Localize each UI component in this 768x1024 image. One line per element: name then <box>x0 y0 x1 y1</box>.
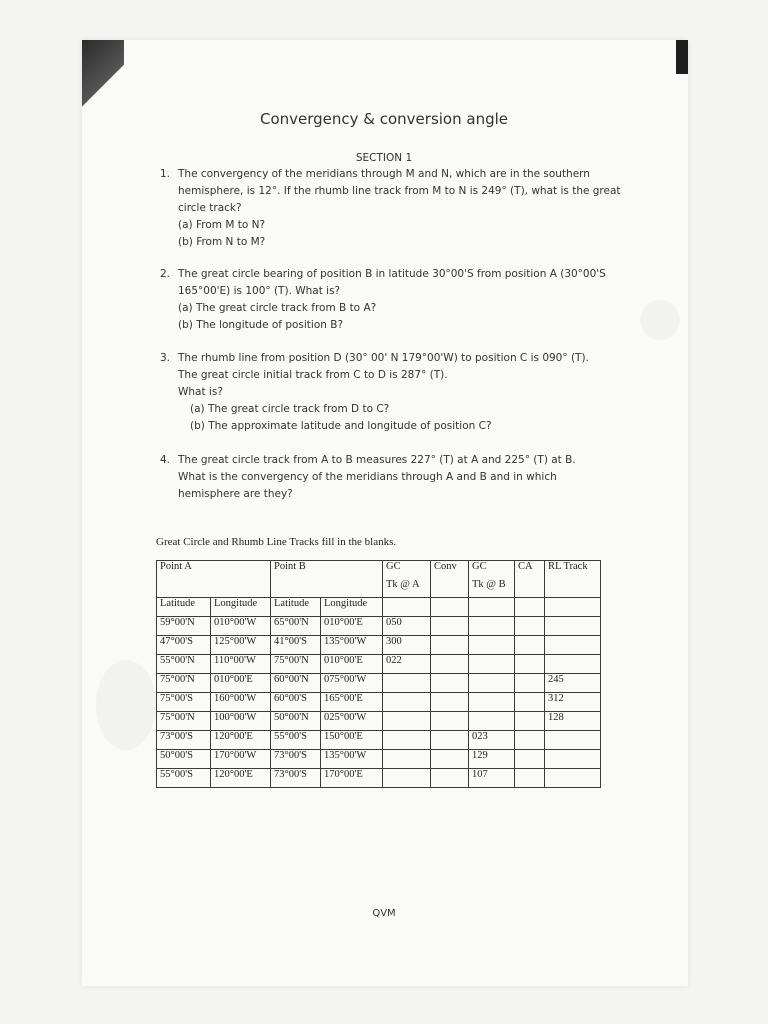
table-cell: 120°00'E <box>211 731 271 750</box>
table-cell: 73°00'S <box>271 769 321 788</box>
table-row <box>157 617 601 636</box>
table-cell: 75°00'N <box>157 674 211 693</box>
table-cell: 50°00'S <box>157 750 211 769</box>
question-line: (b) The approximate latitude and longitude of position C? <box>190 420 492 432</box>
header-ca: CA <box>515 561 545 598</box>
table-cell <box>515 712 545 731</box>
table-row <box>157 712 601 731</box>
paper-smudge <box>96 660 156 750</box>
table-cell: 129 <box>469 750 515 769</box>
table-cell <box>431 617 469 636</box>
table-cell <box>383 674 431 693</box>
table-row <box>157 731 601 750</box>
table-cell: 73°00'S <box>271 750 321 769</box>
table-cell: 60°00'N <box>271 674 321 693</box>
table-cell <box>431 731 469 750</box>
page-title: Convergency & conversion angle <box>259 110 509 128</box>
question-number: 4. <box>160 454 171 466</box>
table-cell: 050 <box>383 617 431 636</box>
table-cell: 55°00'N <box>157 655 211 674</box>
table-cell <box>431 769 469 788</box>
table-cell: 010°00'W <box>211 617 271 636</box>
table-cell <box>545 617 601 636</box>
table-cell <box>383 598 431 617</box>
table-row <box>157 769 601 788</box>
table-cell <box>545 636 601 655</box>
table-cell <box>545 655 601 674</box>
question-line: The great circle track from A to B measures 227° (T) at A and 225° (T) at B. <box>178 454 576 466</box>
question-line: (b) From N to M? <box>178 236 266 248</box>
table-cell <box>431 674 469 693</box>
table-cell <box>383 750 431 769</box>
table-cell: 75°00'N <box>157 712 211 731</box>
table-cell <box>545 731 601 750</box>
table-cell: 73°00'S <box>157 731 211 750</box>
table-cell <box>383 731 431 750</box>
table-cell <box>431 655 469 674</box>
table-cell <box>515 617 545 636</box>
question-line: The convergency of the meridians through M and N, which are in the southern <box>178 168 590 180</box>
table-cell <box>431 598 469 617</box>
header-gc-a-sub: Tk @ A <box>383 579 431 598</box>
table-cell <box>431 750 469 769</box>
table-cell: 010°00'E <box>321 617 383 636</box>
question-line: 165°00'E) is 100° (T). What is? <box>178 285 341 297</box>
section-heading: SECTION 1 <box>355 152 413 164</box>
table-cell <box>515 731 545 750</box>
question-4 <box>160 452 576 503</box>
table-cell: 010°00'E <box>321 655 383 674</box>
table-cell <box>469 655 515 674</box>
table-cell <box>515 655 545 674</box>
table-cell: 022 <box>383 655 431 674</box>
question-line: (b) The longitude of position B? <box>178 319 344 331</box>
table-cell: 128 <box>545 712 601 731</box>
question-line: (a) The great circle track from B to A? <box>178 302 377 314</box>
question-2 <box>160 266 606 334</box>
table-cell: 55°00'S <box>271 731 321 750</box>
tracks-table <box>156 560 601 788</box>
table-row <box>157 674 601 693</box>
table-cell: 50°00'N <box>271 712 321 731</box>
table-cell: 160°00'W <box>211 693 271 712</box>
table-cell: 300 <box>383 636 431 655</box>
table-row <box>157 655 601 674</box>
table-cell: 75°00'N <box>271 655 321 674</box>
table-cell <box>545 598 601 617</box>
table-cell <box>515 693 545 712</box>
table-cell: 75°00'S <box>157 693 211 712</box>
question-line: circle track? <box>178 202 242 214</box>
table-cell <box>431 636 469 655</box>
table-cell: 125°00'W <box>211 636 271 655</box>
table-cell: 075°00'W <box>321 674 383 693</box>
subheader-latitude: Latitude <box>157 598 211 617</box>
question-line: The great circle initial track from C to D is 287° (T). <box>178 369 448 381</box>
table-cell <box>469 693 515 712</box>
question-line: (a) The great circle track from D to C? <box>190 403 390 415</box>
table-cell: 59°00'N <box>157 617 211 636</box>
table-cell <box>383 712 431 731</box>
header-conv: Conv <box>431 561 469 598</box>
table-cell: 60°00'S <box>271 693 321 712</box>
question-number: 2. <box>160 268 171 280</box>
table-cell <box>383 769 431 788</box>
question-line: What is? <box>178 386 223 398</box>
table-cell: 135°00'W <box>321 750 383 769</box>
header-gc-a: GC <box>383 561 431 580</box>
question-3 <box>160 350 589 435</box>
table-row <box>157 693 601 712</box>
subheader-longitude: Longitude <box>321 598 383 617</box>
table-cell <box>515 769 545 788</box>
table-cell: 312 <box>545 693 601 712</box>
table-cell <box>515 598 545 617</box>
question-line: hemisphere are they? <box>178 488 293 500</box>
table-cell: 170°00'W <box>211 750 271 769</box>
table-cell <box>469 674 515 693</box>
question-1 <box>160 166 621 251</box>
table-cell: 47°00'S <box>157 636 211 655</box>
table-cell <box>431 712 469 731</box>
question-number: 3. <box>160 352 171 364</box>
table-cell: 165°00'E <box>321 693 383 712</box>
table-cell: 55°00'S <box>157 769 211 788</box>
table-cell: 010°00'E <box>211 674 271 693</box>
table-cell <box>469 617 515 636</box>
question-line: The great circle bearing of position B in latitude 30°00'S from position A (30°00'S <box>178 268 606 280</box>
header-rl-track: RL Track <box>545 561 601 598</box>
table-cell <box>469 712 515 731</box>
question-line: hemisphere, is 12°. If the rhumb line track from M to N is 249° (T), what is the great <box>178 185 621 197</box>
table-cell: 245 <box>545 674 601 693</box>
table-cell <box>515 750 545 769</box>
header-point-a: Point A <box>157 561 271 598</box>
table-cell <box>469 598 515 617</box>
table-cell <box>431 693 469 712</box>
header-gc-b-sub: Tk @ B <box>469 579 515 598</box>
header-point-b: Point B <box>271 561 383 598</box>
page-footer: QVM <box>372 908 396 919</box>
table-row <box>157 750 601 769</box>
subheader-longitude: Longitude <box>211 598 271 617</box>
table-caption: Great Circle and Rhumb Line Tracks fill in the blanks. <box>156 536 397 548</box>
table-cell: 110°00'W <box>211 655 271 674</box>
table-cell: 107 <box>469 769 515 788</box>
question-number: 1. <box>160 168 171 180</box>
paper-smudge <box>640 300 680 340</box>
table-cell <box>469 636 515 655</box>
table-cell <box>545 769 601 788</box>
table-cell: 41°00'S <box>271 636 321 655</box>
table-cell <box>383 693 431 712</box>
folded-corner <box>82 40 124 118</box>
table-row <box>157 636 601 655</box>
table-cell: 170°00'E <box>321 769 383 788</box>
question-line: The rhumb line from position D (30° 00' N 179°00'W) to position C is 090° (T). <box>178 352 589 364</box>
question-line: What is the convergency of the meridians through A and B and in which <box>178 471 557 483</box>
table-cell <box>515 674 545 693</box>
table-cell: 65°00'N <box>271 617 321 636</box>
table-cell: 135°00'W <box>321 636 383 655</box>
question-line: (a) From M to N? <box>178 219 266 231</box>
header-gc-b: GC <box>469 561 515 580</box>
table-cell: 150°00'E <box>321 731 383 750</box>
table-cell <box>515 636 545 655</box>
paper-edge-shadow <box>676 40 688 74</box>
table-header-row <box>157 561 601 580</box>
table-cell: 025°00'W <box>321 712 383 731</box>
subheader-latitude: Latitude <box>271 598 321 617</box>
table-cell: 120°00'E <box>211 769 271 788</box>
table-cell: 100°00'W <box>211 712 271 731</box>
table-cell <box>545 750 601 769</box>
table-cell: 023 <box>469 731 515 750</box>
table-subheader-row <box>157 598 601 617</box>
